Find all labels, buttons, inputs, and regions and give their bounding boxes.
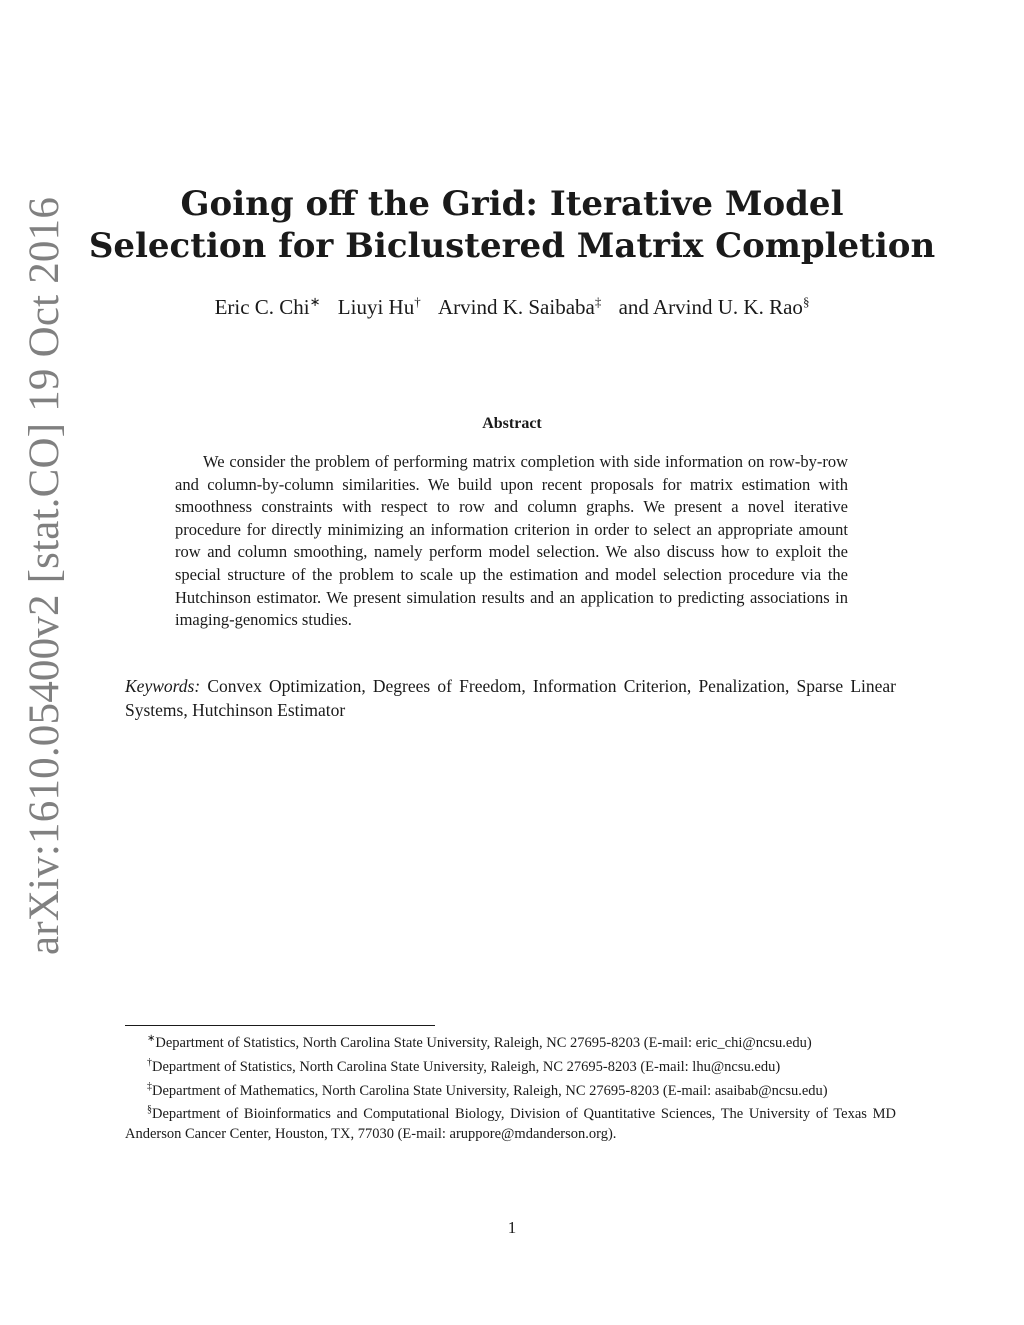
footnote-2 [125,1053,896,1077]
paper-title [0,183,1024,267]
footnote-divider [125,1025,435,1026]
footnote-mark: ∗ [147,1033,156,1044]
abstract-heading: Abstract [482,415,542,432]
abstract-text: We consider the problem of performing matrix completion with side information on row-by-row and column-by-column similarities. We build upon recent proposals for matrix estimation with smoothness constraints with respect to row and column graphs. We present a novel iterative procedure for directly minimizing an information criterion in order to select an appropriate amount row and column smoothing, namely perform model selection. We also discuss how to exploit the special structure of the problem to scale up the estimation and model selection procedure via the Hutchinson estimator. We present simulation results and an application to predicting associations in imaging-genomics studies. [175,452,848,630]
footnote-mark: ‡ [147,1080,152,1092]
footnote-text: Department of Statistics, North Carolina State University, Raleigh, NC 27695-8203 (E-mail: lhu@ncsu.edu) [152,1058,781,1075]
author-name: Eric C. Chi [214,295,310,319]
page-number: 1 [507,1218,517,1237]
footnote-mark: § [147,1104,152,1116]
footnote-text: Department of Bioinformatics and Computational Biology, Division of Quantitative Sciences, The University of Texas MD Anderson Cancer Center, Houston, TX, 77030 (E-mail: aruppore@mdanderson.org). [125,1106,896,1143]
footnote-3 [125,1077,896,1101]
keywords [125,674,896,722]
author-affiliation-mark: § [802,294,810,309]
footnote-text: Department of Mathematics, North Carolina State University, Raleigh, NC 27695-8203 (E-mail: asaibab@ncsu.edu) [152,1082,828,1099]
paper-title-line-1: Going off the Grid: Iterative Model [180,184,844,224]
author-3 [438,295,601,319]
author-affiliation-mark: ∗ [309,294,321,309]
author-2 [338,295,421,319]
keywords-label: Keywords: [125,676,201,696]
footnotes [125,1029,896,1144]
footnote-mark: † [147,1056,152,1068]
author-affiliation-mark: † [414,294,421,309]
author-name: Arvind K. Saibaba [437,295,595,319]
author-affiliation-mark: ‡ [594,294,602,309]
author-name: Liuyi Hu [337,295,415,319]
arxiv-identifier-stamp: arXiv:1610.05400v2 [stat.CO] 19 Oct 2016 [21,196,68,955]
footnote-4 [125,1100,896,1144]
paper-title-line-2: Selection for Biclustered Matrix Completion [88,226,936,266]
footnote-1 [125,1029,896,1053]
author-name: and Arvind U. K. Rao [618,295,803,319]
author-1 [215,295,321,319]
author-list [0,294,1024,320]
keywords-text: Convex Optimization, Degrees of Freedom, Information Criterion, Penalization, Sparse Linear Systems, Hutchinson Estimator [125,676,897,720]
footnote-text: Department of Statistics, North Carolina State University, Raleigh, NC 27695-8203 (E-mail: eric_chi@ncsu.edu) [155,1034,812,1051]
author-4 [619,295,810,319]
